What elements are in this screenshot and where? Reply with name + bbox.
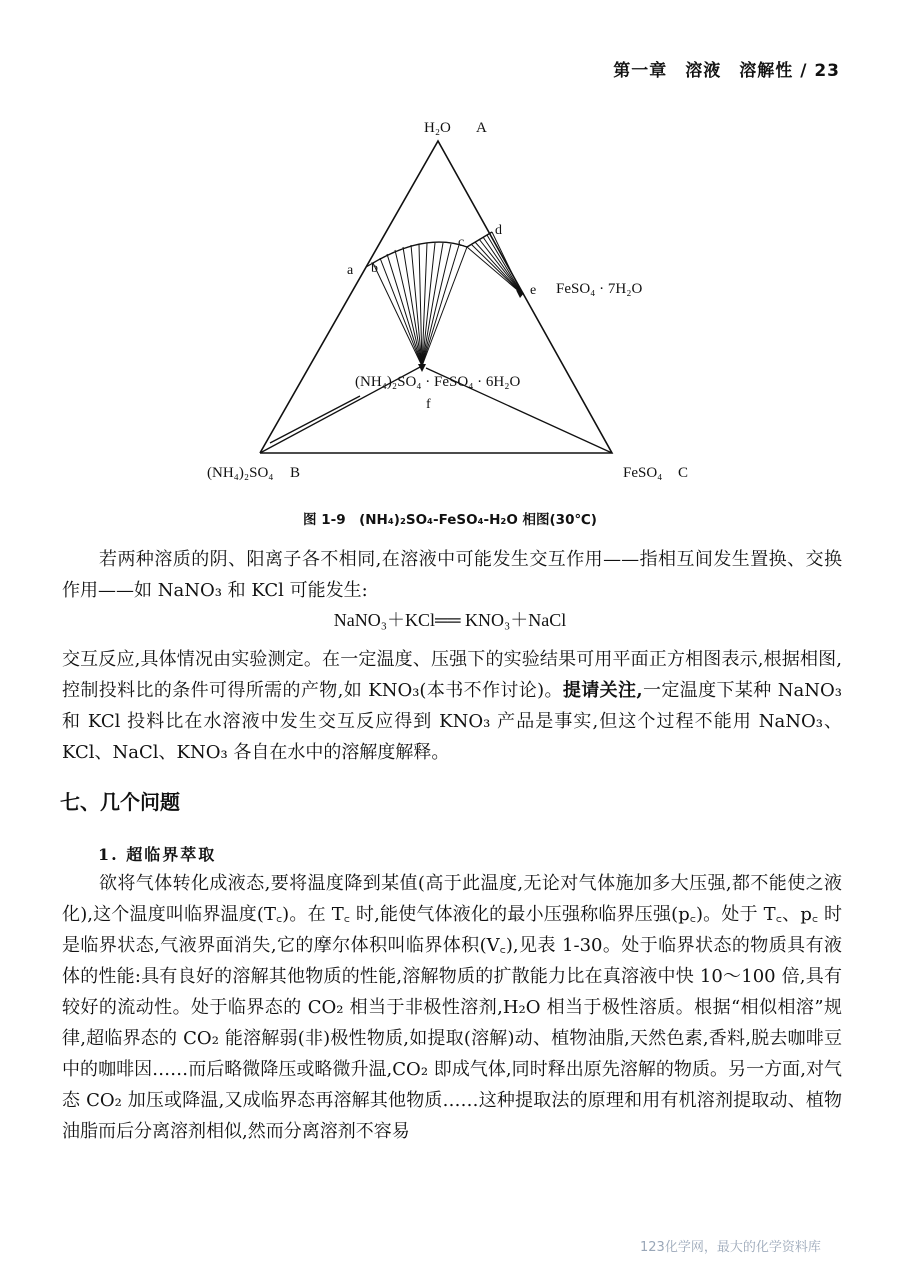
label-A: A [476,120,487,136]
label-B: B [290,465,301,481]
subsection-title: 1. 超临界萃取 [98,845,217,864]
label-hydrate-e: FeSO₄ · 7H₂O [556,281,643,297]
label-water: H₂O [424,120,451,136]
label-c: c [458,235,465,250]
tie-line-fan-f [373,243,467,366]
label-a: a [347,263,354,278]
paragraph-2-emphasis: 提请关注, [562,680,643,701]
figure-caption: 图 1-9 (NH₄)₂SO₄-FeSO₄-H₂O 相图(30℃) [303,512,597,528]
section-title: 七、几个问题 [60,790,180,814]
label-b: b [371,261,378,276]
running-header: 第一章 溶液 溶解性 / 23 [613,61,840,81]
paragraph-2-text-cont: 一定温度下某种 NaNO₃ 和 KCl 投料比在水溶液中发生交互反应得到 KNO₃ 产品是事实,但这个过程不能用 NaNO₃、KCl、NaCl、KNO₃ 各自在水中的溶解度解释。 [62,680,842,763]
triangle-frame [260,141,612,453]
label-salt-C: FeSO₄ [623,465,663,481]
equation: NaNO₃＋KCl══ KNO₃＋NaCl [333,610,567,630]
paragraph-3: 欲将气体转化成液态,要将温度降到某值(高于此温度,无论对气体施加多大压强,都不能使之液化),这个温度叫临界温度(T꜀)。在 T꜀ 时,能使气体液化的最小压强称临界压强(p꜀)。处于 T꜀、p꜀ 时是临界状态,气液界面消失,它的摩尔体积叫临界体积(V꜀),见表 1-30。处于临界状态的物质具有液体的性能:具有良好的溶解其他物质的性能,溶解物质的扩散能力比在真溶液中快 10～100 倍,具有较好的流动性。处于临界态的 CO₂ 相当于非极性溶剂,H₂O 相当于极性溶质。根据“相似相溶”规律,超临界态的 CO₂ 能溶解弱(非)极性物质,如提取(溶解)动、植物油脂,天然色素,香料,脱去咖啡豆中的咖啡因……而后略微降压或略微升温,CO₂ 即成气体,同时释出原先溶解的物质。另一方面,对气态 CO₂ 加压或降温,又成临界态再溶解其他物质……这种提取法的原理和用有机溶剂提取动、植物油脂而后分离溶剂相似,然而分离溶剂不容易 [62,873,842,1142]
paragraph-2 [62,644,842,768]
tie-line-B-f-short [270,396,360,443]
phase-diagram [190,110,690,500]
label-double-salt: (NH₄)₂SO₄ · FeSO₄ · 6H₂O [355,374,521,390]
watermark: 123化学网，最大的化学资料库 [640,1240,821,1255]
paragraph-1: 若两种溶质的阴、阳离子各不相同,在溶液中可能发生交互作用——指相互间发生置换、交换作用——如 NaNO₃ 和 KCl 可能发生: [62,549,842,601]
label-e: e [530,283,537,298]
label-salt-B: (NH₄)₂SO₄ [207,465,274,481]
label-C: C [678,465,689,481]
solubility-curve-bc [373,242,467,263]
paragraph-2-text: 交互反应,具体情况由实验测定。在一定温度、压强下的实验结果可用平面正方相图表示,根据相图,控制投料比的条件可得所需的产物,如 KNO₃(本书不作讨论)。 [62,649,842,701]
label-d: d [495,223,502,238]
label-f: f [426,397,431,412]
